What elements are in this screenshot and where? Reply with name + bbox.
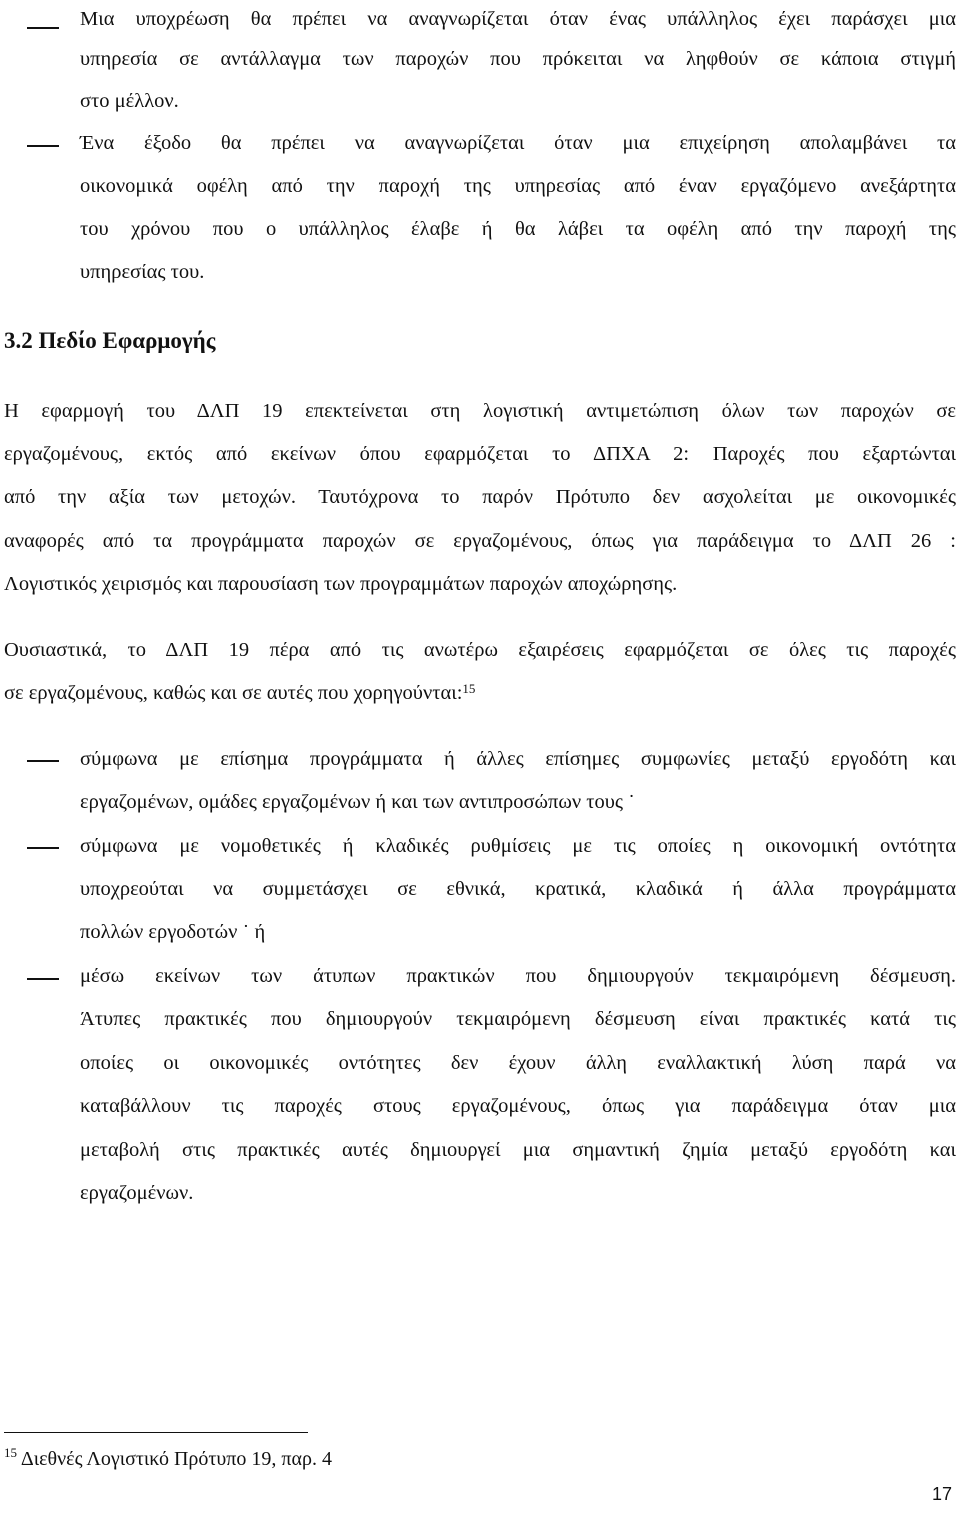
footnote <box>4 1446 332 1472</box>
footnote-number: 15 <box>4 1445 17 1460</box>
bullet-line: Ένα έξοδο θα πρέπει να αναγνωρίζεται όταν μια επιχείρηση απολαμβάνει τα <box>80 132 956 154</box>
dash-bullet <box>27 145 59 147</box>
dash-bullet <box>27 760 59 762</box>
bullet-line: Μια υποχρέωση θα πρέπει να αναγνωρίζεται όταν ένας υπάλληλος έχει παράσχει μια <box>80 8 956 30</box>
paragraph-line: Λογιστικός χειρισμός και παρουσίαση των προγραμμάτων παροχών αποχώρησης. <box>4 573 678 595</box>
bullet-line: εργαζομένων, ομάδες εργαζομένων ή και των αντιπροσώπων τους ˙ <box>80 791 635 813</box>
paragraph-line <box>4 680 475 706</box>
section-heading: 3.2 Πεδίο Εφαρμογής <box>4 328 216 353</box>
dash-bullet <box>27 847 59 849</box>
bullet-line: οποίες οι οικονομικές οντότητες δεν έχουν άλλη εναλλακτική λύση παρά να <box>80 1052 956 1074</box>
bullet-line: υπηρεσίας του. <box>80 261 205 283</box>
bullet-line: υπηρεσία σε αντάλλαγμα των παροχών που πρόκειται να ληφθούν σε κάποια στιγμή <box>80 48 956 70</box>
bullet-line: του χρόνου που ο υπάλληλος έλαβε ή θα λάβει τα οφέλη από την παροχή της <box>80 218 956 240</box>
paragraph-line: Η εφαρμογή του ΔΛΠ 19 επεκτείνεται στη λογιστική αντιμετώπιση όλων των παροχών σε <box>4 400 956 422</box>
bullet-line: μέσω εκείνων των άτυπων πρακτικών που δημιουργούν τεκμαιρόμενη δέσμευση. <box>80 965 956 987</box>
dash-bullet <box>27 27 59 29</box>
paragraph-text: σε εργαζομένους, καθώς και σε αυτές που χορηγούνται: <box>4 682 463 704</box>
dash-bullet <box>27 978 59 980</box>
bullet-line: μεταβολή στις πρακτικές αυτές δημιουργεί μια σημαντική ζημία μεταξύ εργοδότη και <box>80 1139 956 1161</box>
bullet-line: καταβάλλουν τις παροχές στους εργαζομένους, όπως για παράδειγμα όταν μια <box>80 1095 956 1117</box>
bullet-line: υποχρεούται να συμμετάσχει σε εθνικά, κρατικά, κλαδικά ή άλλα προγράμματα <box>80 878 956 900</box>
bullet-line: στο μέλλον. <box>80 90 179 112</box>
bullet-line: σύμφωνα με νομοθετικές ή κλαδικές ρυθμίσεις με τις οποίες η οικονομική οντότητα <box>80 835 956 857</box>
paragraph-line: αναφορές από τα προγράμματα παροχών σε εργαζομένους, όπως για παράδειγμα το ΔΛΠ 26 : <box>4 530 956 552</box>
bullet-line: σύμφωνα με επίσημα προγράμματα ή άλλες επίσημες συμφωνίες μεταξύ εργοδότη και <box>80 748 956 770</box>
footnote-separator <box>4 1432 308 1433</box>
footnote-text: Διεθνές Λογιστικό Πρότυπο 19, παρ. 4 <box>20 1448 332 1470</box>
paragraph-line: εργαζομένους, εκτός από εκείνων όπου εφαρμόζεται το ΔΠΧΑ 2: Παροχές που εξαρτώνται <box>4 443 956 465</box>
bullet-line: πολλών εργοδοτών ˙ ή <box>80 921 266 943</box>
bullet-line: εργαζομένων. <box>80 1182 194 1204</box>
bullet-line: Άτυπες πρακτικές που δημιουργούν τεκμαιρόμενη δέσμευση είναι πρακτικές κατά τις <box>80 1008 956 1030</box>
paragraph-line: Ουσιαστικά, το ΔΛΠ 19 πέρα από τις ανωτέρω εξαιρέσεις εφαρμόζεται σε όλες τις παροχές <box>4 639 956 661</box>
footnote-reference[interactable]: 15 <box>462 681 476 696</box>
page-number: 17 <box>931 1484 952 1504</box>
paragraph-line: από την αξία των μετοχών. Ταυτόχρονα το παρόν Πρότυπο δεν ασχολείται με οικονομικές <box>4 486 956 508</box>
bullet-line: οικονομικά οφέλη από την παροχή της υπηρεσίας από έναν εργαζόμενο ανεξάρτητα <box>80 175 956 197</box>
